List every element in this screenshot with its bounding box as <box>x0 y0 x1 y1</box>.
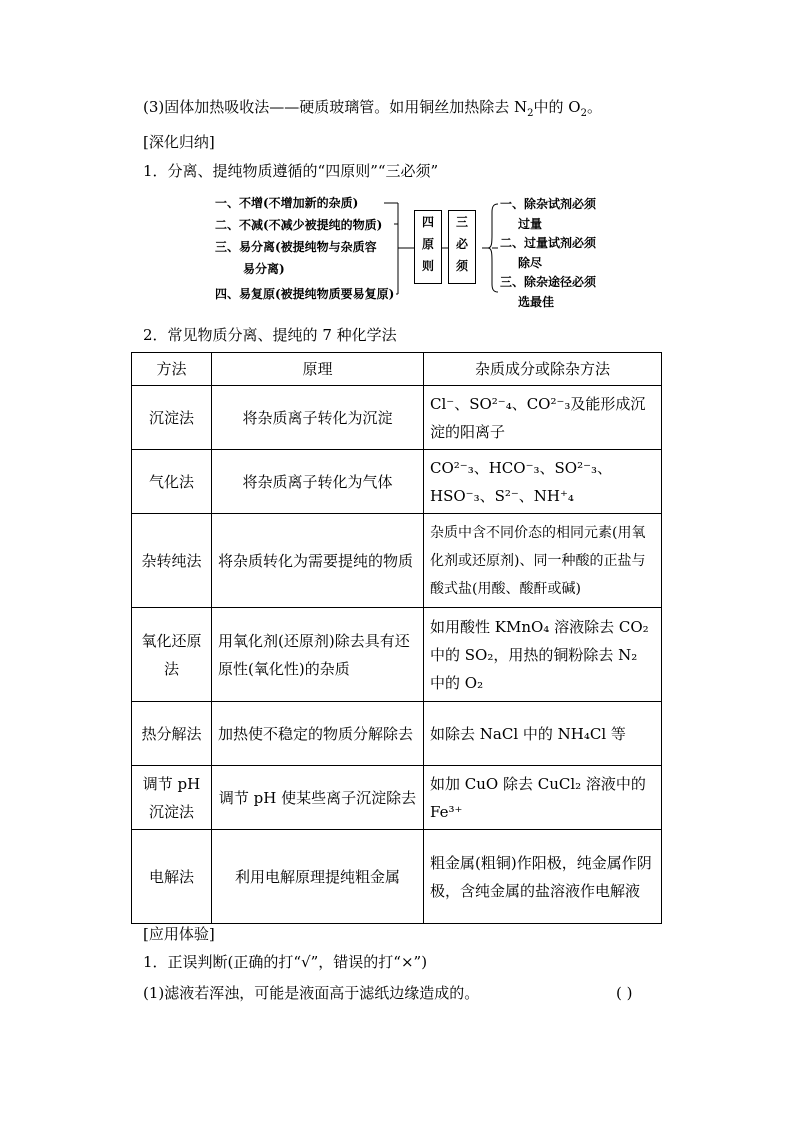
principle-3-cont: 易分离) <box>243 262 285 276</box>
impurity-cell: CO²⁻₃、HCO⁻₃、SO²⁻₃、HSO⁻₃、S²⁻、NH⁺₄ <box>424 450 662 514</box>
impurity-cell: 粗金属(粗铜)作阳极，纯金属作阴极，含纯金属的盐溶液作电解液 <box>424 830 662 924</box>
must-2: 二、过量试剂必须 <box>500 236 597 250</box>
box-four-char-1: 四 <box>421 215 434 229</box>
apply-heading: [应用体验] <box>143 925 215 943</box>
method-cell: 气化法 <box>132 450 212 514</box>
table-row <box>132 608 662 702</box>
section2-title: 2．常见物质分离、提纯的 7 种化学法 <box>143 326 397 344</box>
principle-cell: 利用电解原理提纯粗金属 <box>212 830 424 924</box>
must-3-cont: 选最佳 <box>518 295 555 309</box>
box-three-char-3: 须 <box>455 259 468 273</box>
intro-line <box>143 97 602 117</box>
intro-mid: 中的 O <box>533 98 581 116</box>
method-cell: 热分解法 <box>132 702 212 766</box>
principle-4: 四、易复原(被提纯物质要易复原) <box>215 287 395 301</box>
principle-cell: 将杂质转化为需要提纯的物质 <box>212 514 424 608</box>
impurity-cell: 如加 CuO 除去 CuCl₂ 溶液中的 Fe³⁺ <box>424 766 662 830</box>
table-header-row <box>132 353 662 386</box>
must-2-cont: 除尽 <box>518 256 543 270</box>
method-cell: 杂转纯法 <box>132 514 212 608</box>
principle-cell: 调节 pH 使某些离子沉淀除去 <box>212 766 424 830</box>
must-1-cont: 过量 <box>518 217 543 231</box>
table-row <box>132 386 662 450</box>
intro-sub-1: 2 <box>527 108 534 119</box>
impurity-cell: 杂质中含不同价态的相同元素(用氧化剂或还原剂)、同一种酸的正盐与酸式盐(用酸、酸酐或碱) <box>424 514 662 608</box>
principle-2: 二、不减(不减少被提纯的物质) <box>215 218 383 232</box>
table-row <box>132 514 662 608</box>
section1-title: 1．分离、提纯物质遵循的“四原则”“三必须” <box>143 162 439 180</box>
method-cell: 沉淀法 <box>132 386 212 450</box>
principles-diagram <box>212 190 612 312</box>
impurity-cell: 如用酸性 KMnO₄ 溶液除去 CO₂ 中的 SO₂，用热的铜粉除去 N₂ 中的 O₂ <box>424 608 662 702</box>
table-row <box>132 702 662 766</box>
three-musts-box <box>448 210 476 284</box>
impurity-cell: Cl⁻、SO²⁻₄、CO²⁻₃及能形成沉淀的阳离子 <box>424 386 662 450</box>
method-cell: 电解法 <box>132 830 212 924</box>
principle-3: 三、易分离(被提纯物与杂质容 <box>215 240 377 254</box>
box-three-char-2: 必 <box>455 237 468 251</box>
method-cell: 氧化还原法 <box>132 608 212 702</box>
table-row <box>132 766 662 830</box>
header-impurity: 杂质成分或除杂方法 <box>424 353 662 386</box>
principle-1: 一、不增(不增加新的杂质) <box>215 196 359 210</box>
methods-table <box>131 352 662 924</box>
question-1: (1)滤液若浑浊，可能是液面高于滤纸边缘造成的。 <box>143 984 480 1002</box>
four-principles-box <box>414 210 442 284</box>
box-three-char-1: 三 <box>455 215 468 229</box>
principle-cell: 用氧化剂(还原剂)除去具有还原性(氧化性)的杂质 <box>212 608 424 702</box>
intro-prefix: (3)固体加热吸收法——硬质玻璃管。如用铜丝加热除去 N <box>143 98 528 116</box>
must-3: 三、除杂途径必须 <box>500 275 597 289</box>
method-cell: 调节 pH 沉淀法 <box>132 766 212 830</box>
principle-cell: 将杂质离子转化为气体 <box>212 450 424 514</box>
deep-heading: [深化归纳] <box>143 133 215 151</box>
header-method: 方法 <box>132 353 212 386</box>
answer-blank[interactable]: ( ) <box>616 984 633 1002</box>
judge-title: 1．正误判断(正确的打“√”，错误的打“×”) <box>143 953 428 971</box>
header-principle: 原理 <box>212 353 424 386</box>
must-1: 一、除杂试剂必须 <box>500 197 597 211</box>
impurity-cell: 如除去 NaCl 中的 NH₄Cl 等 <box>424 702 662 766</box>
intro-suffix: 。 <box>586 98 602 116</box>
box-four-char-2: 原 <box>421 237 434 251</box>
table-row <box>132 830 662 924</box>
principle-cell: 将杂质离子转化为沉淀 <box>212 386 424 450</box>
box-four-char-3: 则 <box>421 259 434 273</box>
intro-sub-2: 2 <box>580 108 587 119</box>
principle-cell: 加热使不稳定的物质分解除去 <box>212 702 424 766</box>
table-row <box>132 450 662 514</box>
